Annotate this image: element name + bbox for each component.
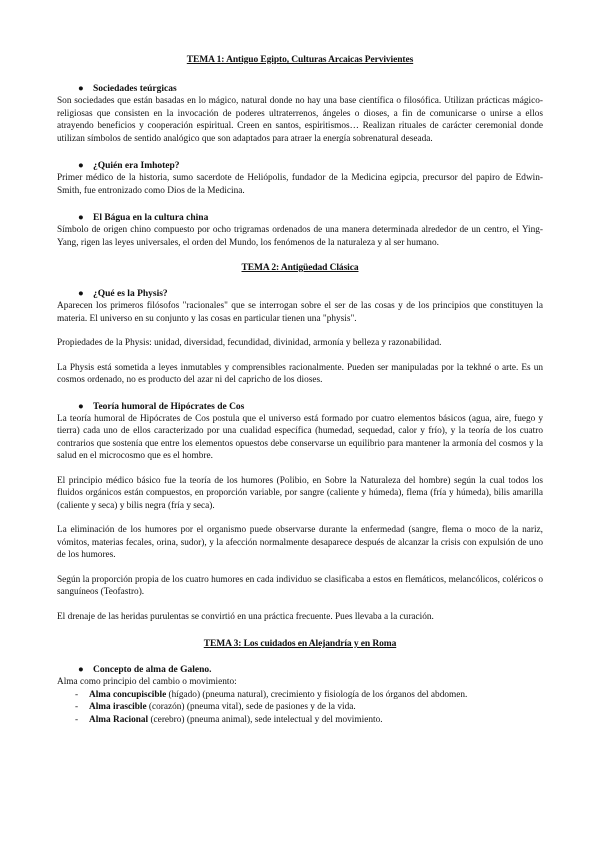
- tema3-title: TEMA 3: Los cuidados en Alejandría y en Roma: [203, 639, 397, 649]
- bullet-icon: ●: [78, 161, 84, 171]
- tema1-sec3-text: Símbolo de origen chino compuesto por ocho trigramas ordenados de una manera determinada alrededor de un centro, el Ying-Yang, rigen las leyes universales, el orden del Mundo, los fenómenos de la naturaleza y al ser humano.: [57, 225, 543, 248]
- list-item-text: (hígado) (pneuma natural), crecimiento y fisiología de los órganos del abdomen.: [166, 689, 468, 700]
- list-item: [57, 701, 543, 714]
- tema1-sec1-heading: ● Sociedades teúrgicas: [78, 84, 177, 94]
- bullet-icon: ●: [78, 289, 84, 299]
- tema1-sec2-heading: ● ¿Quién era Imhotep?: [78, 161, 180, 171]
- tema2-sec2-heading: ● Teoría humoral de Hipócrates de Cos: [78, 401, 245, 412]
- tema3-sec1-heading: ● Concepto de alma de Galeno.: [78, 665, 212, 675]
- dash-icon: -: [75, 702, 79, 712]
- list-item-text: (cerebro) (pneuma animal), sede intelectual y del movimiento.: [148, 714, 383, 725]
- tema2-sec2-p2: El principio médico básico fue la teoría de los humores (Polibio, en Sobre la Naturaleza del hombre) según la cual todos los fluidos orgánicos están compuestos, en proporción variable, por sangre (caliente y húmeda), flema (fría y húmeda), bilis amarilla (caliente y seca) y bilis negra (fría y seca).: [57, 475, 543, 511]
- tema2-sec2-p3: La eliminación de los humores por el organismo puede observarse durante la enfermedad (sangre, flema o moco de la nariz, vómitos, materias fecales, orina, sudor), y la afección normalmente desaparece después de alcanzar la crisis con expulsión de uno de los humores.: [57, 525, 543, 560]
- tema2-sec1-p1: Aparecen los primeros filósofos "racionales" que se interrogan sobre el ser de las cosas y de los principios que constituyen la materia. El universo en su conjunto y las cosas en particular tienen una "physis".: [57, 301, 543, 324]
- tema1-sec2-text: Primer médico de la historia, sumo sacerdote de Heliópolis, fundador de la Medicina egipcia, precursor del papiro de Edwin-Smith, fue entronizado como Dios de la Medicina.: [57, 173, 543, 196]
- bullet-icon: ●: [78, 401, 84, 412]
- tema2-sec1-p3: La Physis está sometida a leyes inmutables y comprensibles racionalmente. Pueden ser manipuladas por la tekhné o arte. Es un cosmos ordenado, no es producto del azar ni del capricho de los dioses.: [57, 362, 543, 385]
- bullet-icon: ●: [78, 213, 84, 223]
- list-item-term: Alma Racional: [89, 714, 149, 725]
- list-item-text: (corazón) (pneuma vital), sede de pasiones y de la vida.: [146, 702, 356, 712]
- bullet-icon: ●: [78, 84, 84, 94]
- tema2-sec1-heading: ● ¿Qué es la Physis?: [78, 289, 168, 299]
- tema2-sec2-p5: El drenaje de las heridas purulentas se convirtió en una práctica frecuente. Pues llevaba a la curación.: [57, 611, 434, 622]
- list-item-term: Alma concupiscible: [89, 689, 167, 700]
- dash-icon: -: [75, 689, 79, 700]
- tema3-sec1-intro: Alma como principio del cambio o movimiento:: [57, 677, 237, 687]
- list-item: [57, 714, 543, 727]
- tema1-sec1-text: Son sociedades que están basadas en lo mágico, natural donde no hay una base científica o filosófica. Utilizan prácticas mágico-religiosas que consisten en la invocación de poderes ultraterrenos, ángeles o dioses, a fin de comunicarse o unirse a ellos atrayendo beneficios y cooperación espiritual. Creen en santos, espiritismos… Realizan rituales de carácter ceremonial donde utilizan símbolos de sentido analógico que son adaptados para atraer la energía sobrenatural deseada.: [57, 96, 543, 144]
- tema1-title: TEMA 1: Antiguo Egipto, Culturas Arcaicas Pervivientes: [186, 55, 414, 65]
- tema2-title: TEMA 2: Antigüedad Clásica: [241, 263, 359, 273]
- tema1-sec3-heading: ● El Bágua en la cultura china: [78, 213, 209, 223]
- list-item-term: Alma irascible: [89, 702, 147, 712]
- tema2-sec2-p4: Según la proporción propia de los cuatro humores en cada individuo se clasificaba a estos en flemáticos, melancólicos, coléricos o sanguíneos (Teofastro).: [57, 574, 543, 597]
- bullet-icon: ●: [78, 665, 84, 675]
- dash-icon: -: [75, 714, 79, 725]
- tema2-sec1-p2: Propiedades de la Physis: unidad, diversidad, fecundidad, divinidad, armonía y belleza y razonabilidad.: [57, 338, 442, 348]
- tema2-sec2-p1: La teoría humoral de Hipócrates de Cos postula que el universo está formado por cuatro elementos básicos (agua, aire, fuego y tierra) cada uno de ellos caracterizado por una cualidad específica (humedad, sequedad, calor y frío), y la teoría de los cuatro contrarios que sostenía que entre los elementos opuestos debe conservarse un equilibrio para mantener la armonía del cosmos y la salud en el microcosmo que es el hombre.: [57, 413, 543, 461]
- list-item: [57, 689, 543, 702]
